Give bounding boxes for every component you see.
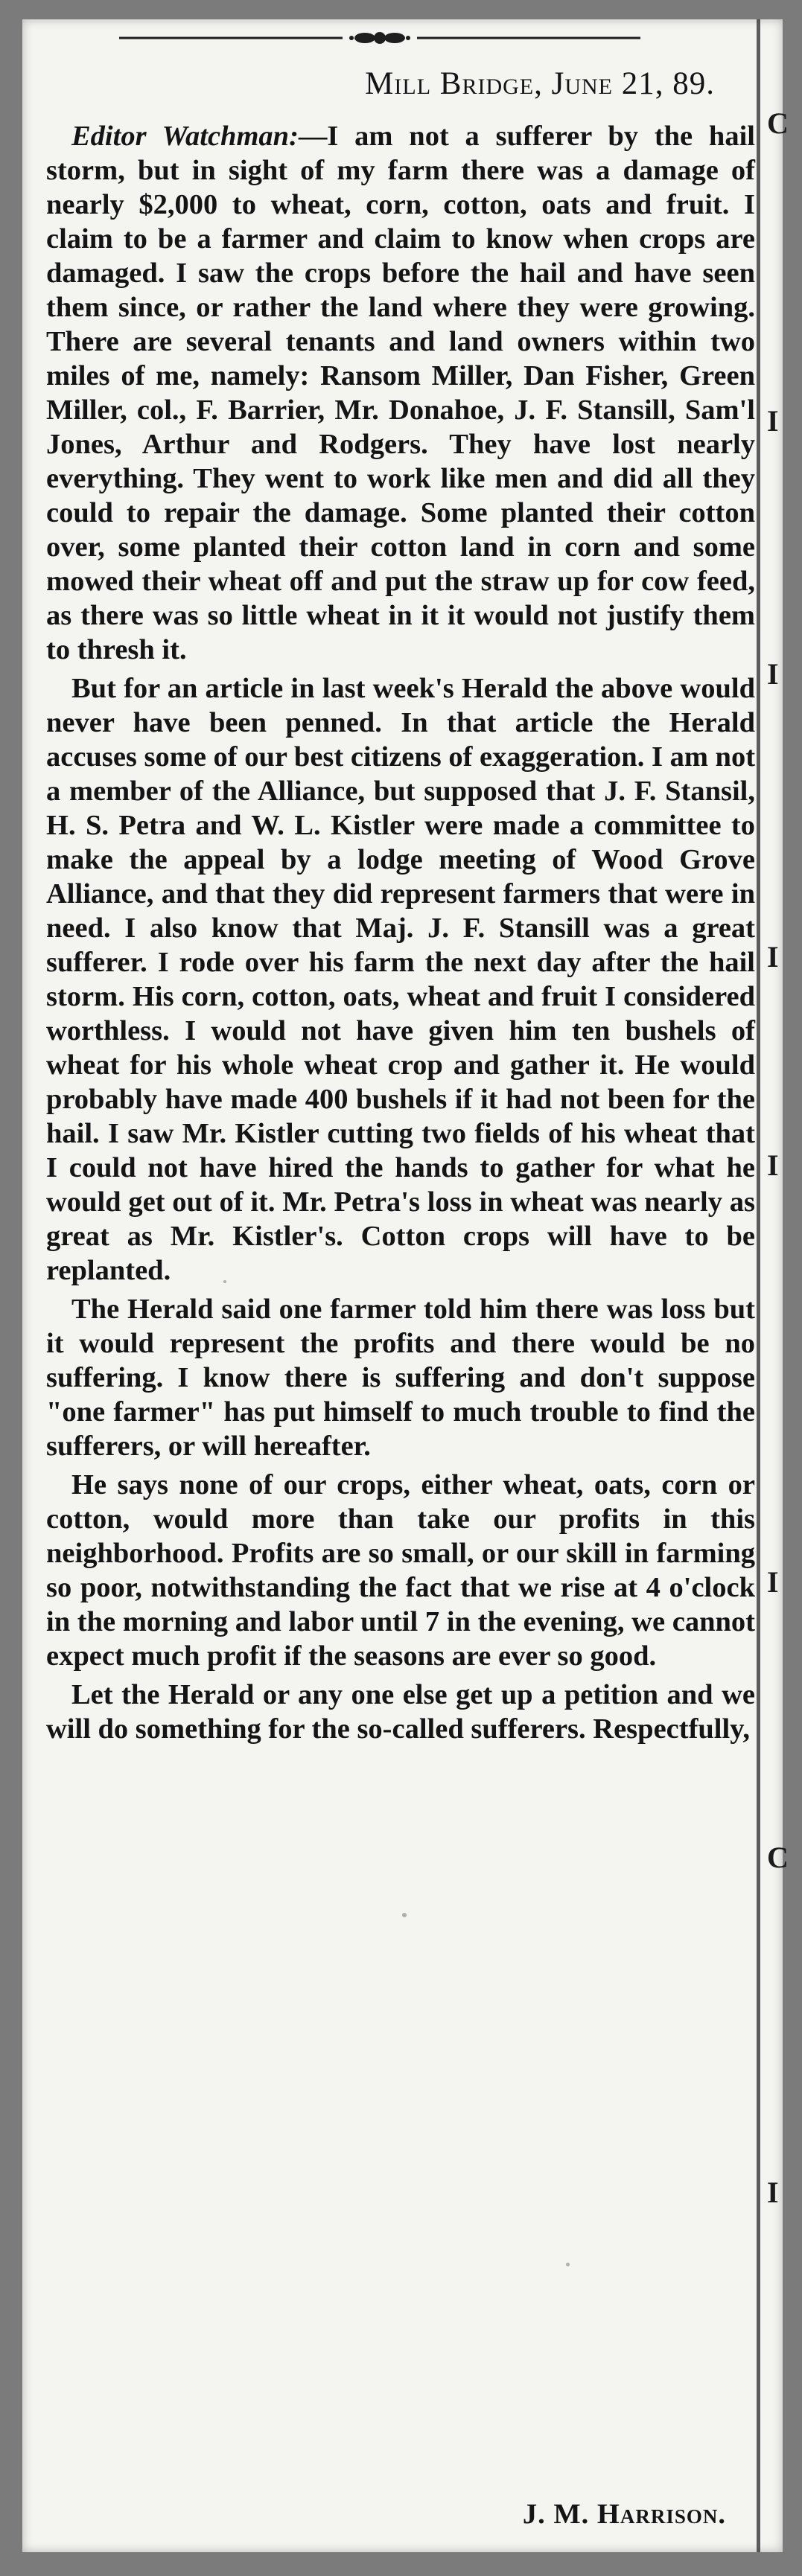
- print-speck: [402, 1913, 407, 1917]
- adjacent-column-fragment: [764, 19, 789, 2552]
- edge-glyph-icon: C: [767, 1841, 789, 1874]
- edge-glyph-icon: I: [767, 1148, 779, 1182]
- edge-glyph-icon: C: [767, 106, 789, 140]
- signature: J. M. Harrison.: [522, 2499, 726, 2530]
- edge-glyph-icon: I: [767, 940, 779, 974]
- paragraph-3: The Herald said one farmer told him there was loss but it would represent the profits and there would be no suffering. I know there is suffering and don't suppose "one farmer" has put himself to much trouble to find the sufferers, or will hereafter.: [46, 1294, 755, 1462]
- column-divider: [757, 19, 760, 2552]
- paragraph-4: He says none of our crops, either wheat, oats, corn or cotton, would more than take our profits in this neighborhood. Profits are so small, or our skill in farming so poor, notwithstanding the fact that we rise at 4 o'clock in the morning and labor until 7 in the evening, we cannot expect much profit if the seasons are ever so good.: [46, 1469, 755, 1672]
- paragraph-2: But for an article in last week's Herald the above would never have been penned. In that article the Herald accuses some of our best citizens of exaggeration. I am not a member of the Alliance, but supposed that J. F. Stansil, H. S. Petra and W. L. Kistler were made a committee to make the appeal by a lodge meeting of Wood Grove Alliance, and that they did represent farmers that were in need. I also know that Maj. J. F. Stansill was a great sufferer. I rode over his farm the next day after the hail storm. His corn, cotton, oats, wheat and fruit I considered worthless. I would not have given him ten bushels of wheat for his whole wheat crop and gather it. He would probably have made 400 bushels if it had not been for the hail. I saw Mr. Kistler cutting two fields of his wheat that I could not have hired the hands to gather for what he would get out of it. Mr. Petra's loss in wheat was nearly as great as Mr. Kistler's. Cotton crops will have to be replanted.: [46, 673, 756, 1286]
- paragraph-5: Let the Herald or any one else get up a petition and we will do something for the so-called sufferers. Respectfully,: [46, 1679, 755, 1745]
- edge-glyph-icon: I: [767, 1565, 779, 1599]
- edge-glyph-icon: I: [767, 404, 779, 438]
- paragraph-1: [46, 119, 755, 667]
- edge-glyph-icon: I: [767, 2176, 779, 2209]
- paragraph-1-text: —I am not a sufferer by the hail storm, but in sight of my farm there was a damage of nearly $2,000 to wheat, corn, cotton, oats and fruit. I claim to be a farmer and claim to know when crops are damaged. I saw the crops before the hail and have seen them since, or rather the land where they were growing. There are several tenants and land owners within two miles of me, namely: Ransom Miller, Dan Fisher, Green Miller, col., F. Barrier, Mr. Donahoe, J. F. Stansill, Sam'l Jones, Arthur and Rodgers. They have lost nearly everything. They went to work like men and did all they could to repair the damage. Some planted their cotton over, some planted their cotton land in corn and some mowed their wheat off and put the straw up for cow feed, as there was so little wheat in it it would not justify them to thresh it.: [46, 121, 755, 665]
- print-speck: [566, 2263, 570, 2266]
- letter-body: [46, 119, 755, 1751]
- print-speck: [223, 1280, 226, 1283]
- dateline: Mill Bridge, June 21, 89.: [365, 66, 715, 101]
- edge-glyph-icon: I: [767, 657, 779, 691]
- salutation: Editor Watchman:: [71, 121, 299, 152]
- ornamental-rule-icon: [119, 27, 640, 49]
